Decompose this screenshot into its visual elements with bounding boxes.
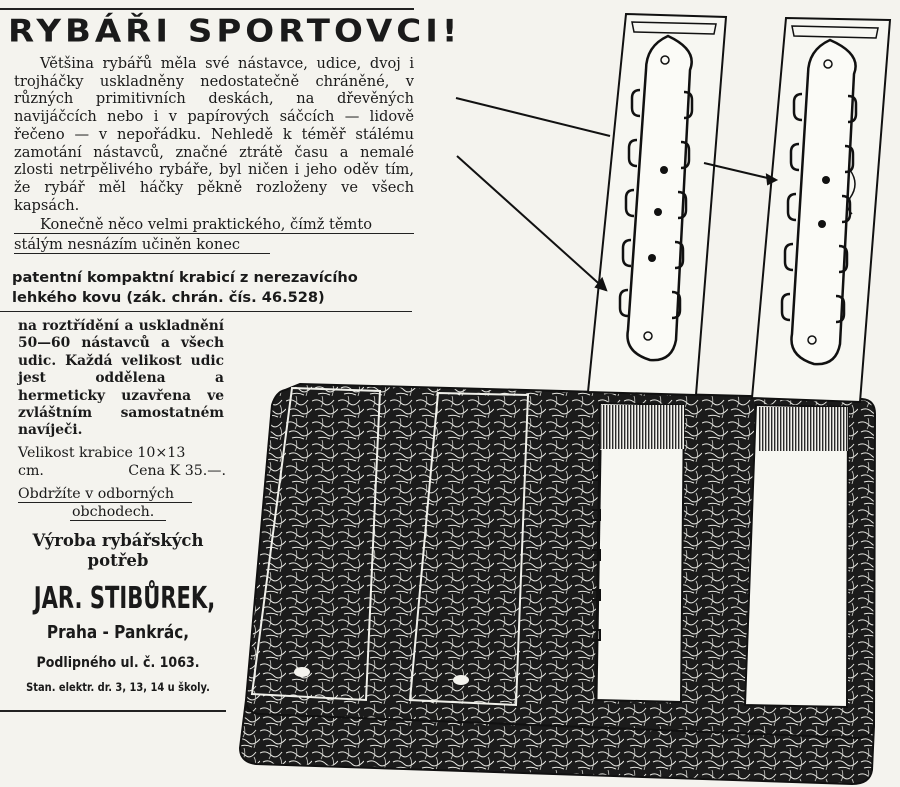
- company-name: JAR. STIBŮREK,: [33, 581, 216, 616]
- tram-stop-note: Stan. elektr. dr. 3, 13, 14 u školy.: [26, 680, 210, 694]
- maker-line-2: potřeb: [87, 551, 149, 570]
- lead-line-1: Konečně něco velmi praktického, čímž těmto: [40, 216, 373, 233]
- lead-line-2: stálým nesnázím učiněn konec: [14, 236, 241, 253]
- headline: RYBÁŘI SPORTOVCI!: [8, 13, 462, 50]
- intro-paragraph: Většina rybářů měla své nástavce, udice, dvoj i trojháčky uskladněny nedostatečně chráněné, v různých primitivních deskách, na dřevěných navijáčcích nebo i v papírových sáčcích — lidově řečeno — v nepořádku. Nehledě k téměř stálému zamotání nástavců, značné ztrátě času a nemalé zlosti netrpělivého rybáře, byl ničen i jeho oděv tím, že rybář měl háčky pěkně rozloženy ve všech kapsách.: [14, 55, 414, 214]
- product-description: na roztřídění a uskladnění 50—60 nástavců a všech udic. Každá velikost udic jest oddělena a hermeticky uzavřena ve zvláštním samostatném navíječi.: [18, 318, 224, 439]
- size-label: Velikost krabice 10×13: [18, 445, 186, 461]
- size-unit: cm.: [18, 462, 44, 479]
- obtain-line-1: Obdržíte v odborných: [18, 486, 174, 502]
- patent-line-2: lehkého kovu (zák. chrán. čís. 46.528): [12, 289, 325, 306]
- winder-card-left: [588, 14, 726, 395]
- company-street: Podlipného ul. č. 1063.: [36, 655, 200, 671]
- patent-line-1: patentní kompaktní krabicí z nerezavícího: [12, 269, 358, 286]
- company-city: Praha - Pankrác,: [46, 622, 190, 643]
- maker-line-1: Výroba rybářských: [32, 531, 204, 550]
- winder-card-right: [752, 18, 890, 402]
- obtain-line-2: obchodech.: [72, 504, 155, 520]
- price: Cena K 35.—.: [128, 462, 226, 479]
